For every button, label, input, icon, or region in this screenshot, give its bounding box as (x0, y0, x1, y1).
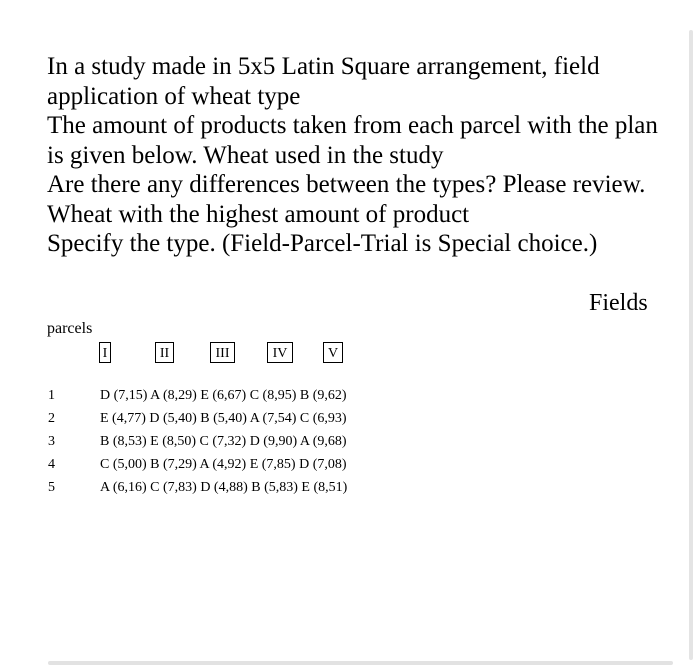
table-row-4: C (5,00) B (7,29) A (4,92) E (7,85) D (7,08) (100, 457, 347, 472)
row-number-4: 4 (48, 457, 55, 472)
parcels-label: parcels (47, 320, 93, 337)
field-header-3: III (210, 342, 235, 363)
question-line-4: is given below. Wheat used in the study (47, 141, 444, 169)
row-number-2: 2 (48, 411, 55, 426)
question-line-7: Specify the type. (Field-Parcel-Trial is Special choice.) (47, 230, 598, 257)
row-number-3: 3 (48, 434, 55, 449)
page-edge-divider (689, 30, 693, 660)
question-line-2: application of wheat type (47, 82, 301, 110)
table-row-1: D (7,15) A (8,29) E (6,67) C (8,95) B (9,62) (100, 388, 347, 403)
question-line-5: Are there any differences between the types? Please review. (47, 171, 646, 198)
field-header-2: II (155, 342, 174, 363)
table-row-3: B (8,53) E (8,50) C (7,32) D (9,90) A (9,68) (100, 434, 347, 449)
table-row-5: A (6,16) C (7,83) D (4,88) B (5,83) E (8,51) (100, 480, 348, 495)
field-header-4: IV (267, 342, 293, 363)
fields-label: Fields (589, 290, 648, 316)
question-text (47, 52, 687, 259)
question-line-6: Wheat with the highest amount of product (47, 200, 470, 228)
question-line-3: The amount of products taken from each parcel with the plan (47, 112, 658, 139)
bottom-divider (48, 661, 673, 665)
question-line-1: In a study made in 5x5 Latin Square arrangement, field (47, 53, 600, 80)
field-header-5: V (323, 342, 343, 363)
table-row-2: E (4,77) D (5,40) B (5,40) A (7,54) C (6,93) (100, 411, 347, 426)
row-number-1: 1 (48, 388, 55, 403)
field-header-1: I (99, 342, 111, 363)
row-number-5: 5 (48, 480, 55, 495)
